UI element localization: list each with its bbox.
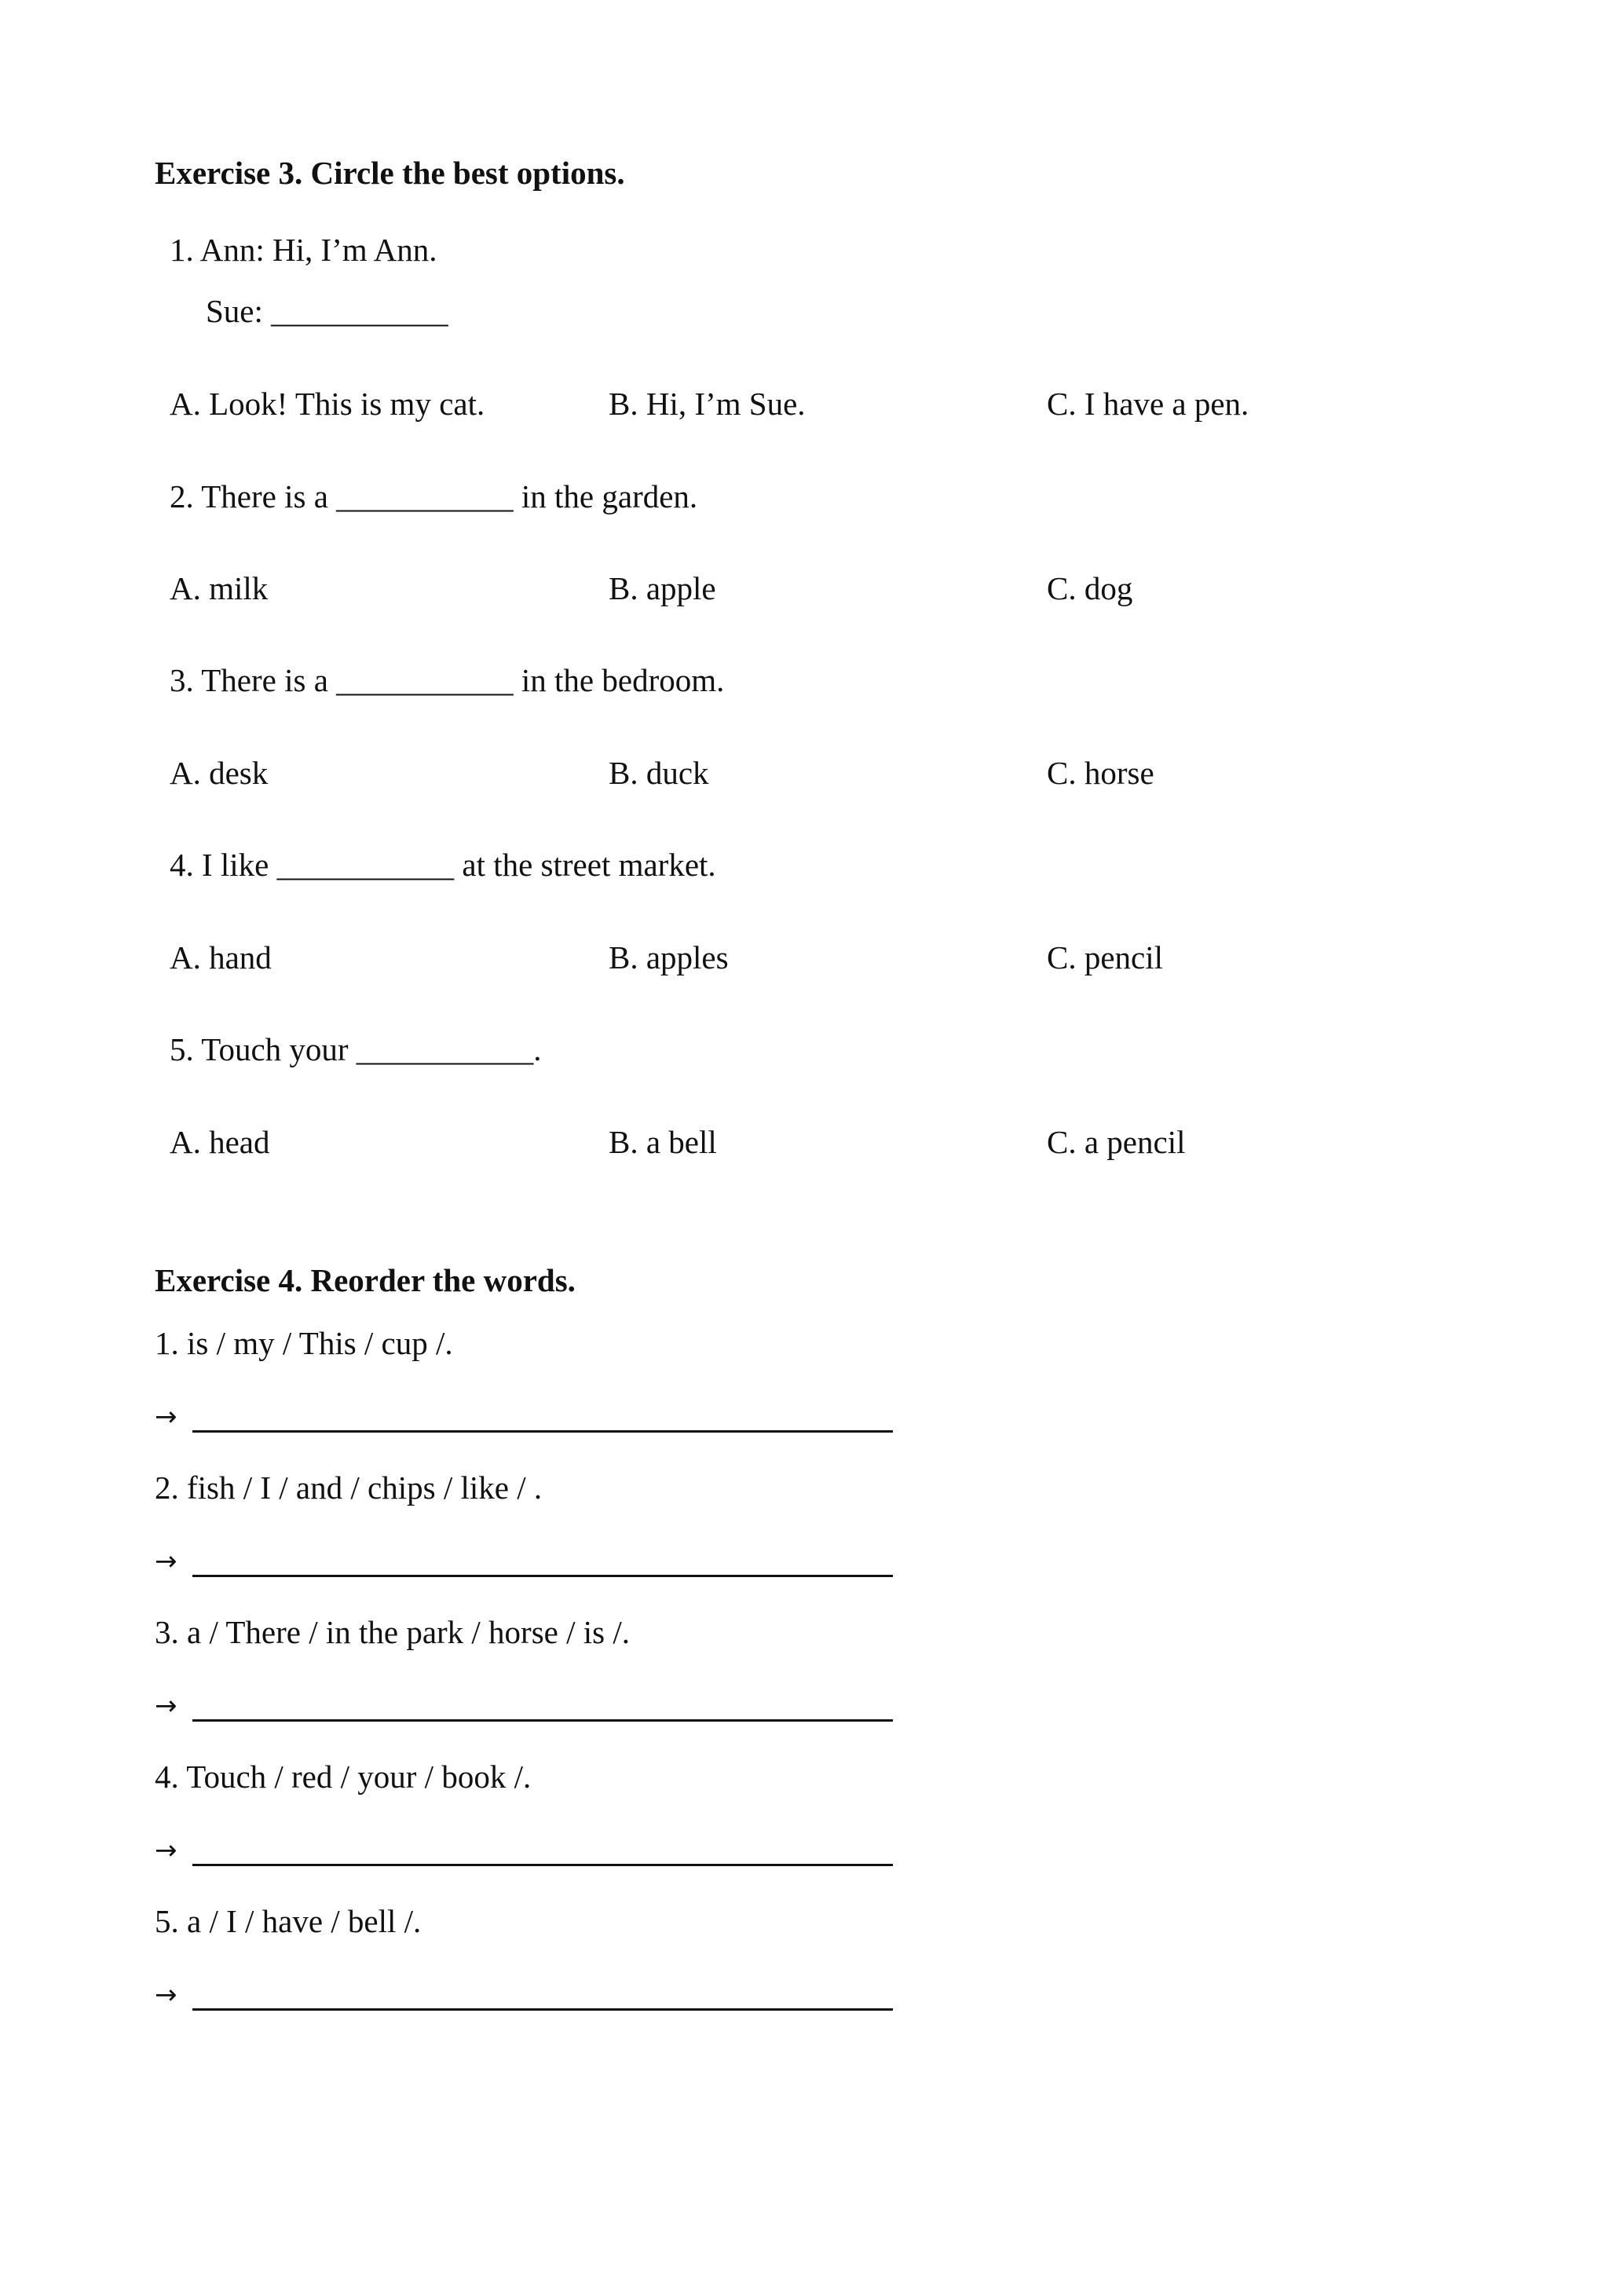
question-1-option-b[interactable]: B. Hi, I’m Sue. — [609, 386, 806, 422]
exercise-3-heading: Exercise 3. Circle the best options. — [155, 155, 625, 191]
question-3-option-a[interactable]: A. desk — [170, 755, 269, 791]
answer-line[interactable] — [192, 1719, 893, 1722]
question-5-text: 5. Touch your ___________. — [170, 1031, 542, 1067]
question-2-option-c[interactable]: C. dog — [1047, 570, 1133, 606]
arrow-icon: → — [155, 1690, 177, 1722]
question-5-option-b[interactable]: B. a bell — [609, 1124, 717, 1160]
reorder-item-5: 5. a / I / have / bell /. — [155, 1903, 422, 1939]
question-3-text: 3. There is a ___________ in the bedroom. — [170, 662, 725, 698]
question-1-line-2: Sue: ___________ — [206, 293, 448, 329]
answer-line[interactable] — [192, 2008, 893, 2011]
question-5-option-c[interactable]: C. a pencil — [1047, 1124, 1186, 1160]
exercise-4-heading: Exercise 4. Reorder the words. — [155, 1262, 576, 1298]
arrow-icon: → — [155, 1979, 177, 2011]
question-4-option-b[interactable]: B. apples — [609, 939, 729, 975]
answer-row-4[interactable] — [155, 1832, 893, 1871]
question-2-text: 2. There is a ___________ in the garden. — [170, 478, 698, 514]
question-4-option-c[interactable]: C. pencil — [1047, 939, 1164, 975]
question-1-option-c[interactable]: C. I have a pen. — [1047, 386, 1249, 422]
question-2-option-a[interactable]: A. milk — [170, 570, 269, 606]
arrow-icon: → — [155, 1546, 177, 1577]
question-1-line-1: 1. Ann: Hi, I’m Ann. — [170, 232, 437, 268]
reorder-item-1: 1. is / my / This / cup /. — [155, 1325, 453, 1361]
question-1-option-a[interactable]: A. Look! This is my cat. — [170, 386, 485, 422]
answer-line[interactable] — [192, 1430, 893, 1433]
question-4-text: 4. I like ___________ at the street market. — [170, 847, 716, 883]
arrow-icon: → — [155, 1401, 177, 1433]
question-5-option-a[interactable]: A. head — [170, 1124, 270, 1160]
arrow-icon: → — [155, 1835, 177, 1866]
reorder-item-3: 3. a / There / in the park / horse / is /. — [155, 1614, 630, 1650]
answer-row-1[interactable] — [155, 1398, 893, 1437]
reorder-item-2: 2. fish / I / and / chips / like / . — [155, 1470, 543, 1506]
reorder-item-4: 4. Touch / red / your / book /. — [155, 1759, 532, 1795]
answer-row-2[interactable] — [155, 1543, 893, 1582]
answer-row-3[interactable] — [155, 1687, 893, 1726]
question-2-option-b[interactable]: B. apple — [609, 570, 716, 606]
answer-line[interactable] — [192, 1864, 893, 1866]
question-3-option-c[interactable]: C. horse — [1047, 755, 1154, 791]
question-4-option-a[interactable]: A. hand — [170, 939, 272, 975]
question-3-option-b[interactable]: B. duck — [609, 755, 709, 791]
answer-row-5[interactable] — [155, 1976, 893, 2015]
answer-line[interactable] — [192, 1575, 893, 1577]
